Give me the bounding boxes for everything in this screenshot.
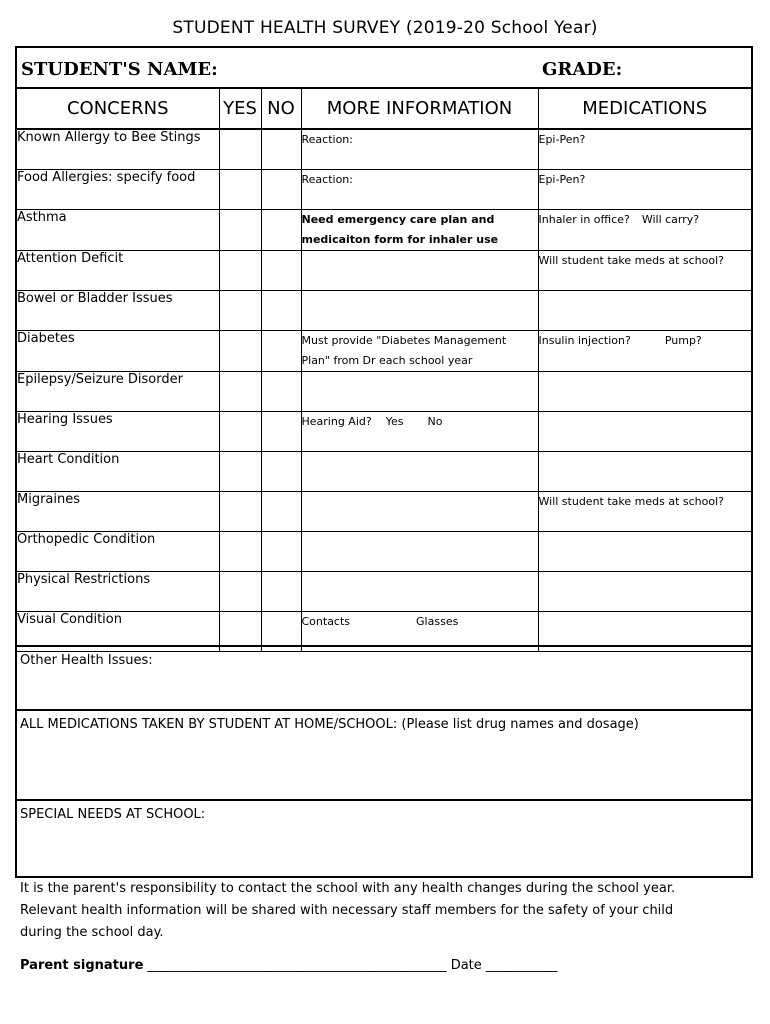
pump-text: Pump? (664, 334, 702, 347)
footer-line: during the school day. (20, 925, 164, 940)
more-info-cell[interactable] (301, 251, 538, 291)
concern-label: Migraines (17, 492, 219, 532)
table-row (17, 372, 751, 412)
medications-cell[interactable] (538, 532, 751, 572)
health-survey-form (15, 46, 753, 878)
medications-cell[interactable]: Will student take meds at school? (538, 251, 751, 291)
yes-checkbox-cell[interactable] (219, 129, 261, 170)
yes-checkbox-cell[interactable] (219, 372, 261, 412)
parent-signature-line[interactable]: ______________________________________________ (147, 958, 447, 973)
table-row (17, 492, 751, 532)
more-info-cell[interactable] (301, 412, 538, 452)
table-row (17, 331, 751, 372)
table-row (17, 170, 751, 210)
concern-label: Diabetes (17, 331, 219, 372)
no-checkbox-cell[interactable] (261, 251, 301, 291)
medications-cell[interactable] (538, 372, 751, 412)
all-medications-field[interactable] (17, 709, 751, 799)
no-checkbox-cell[interactable] (261, 452, 301, 492)
hearing-aid-no[interactable]: No (427, 415, 443, 428)
name-grade-row (17, 48, 751, 89)
medications-cell[interactable] (538, 331, 751, 372)
yes-checkbox-cell[interactable] (219, 572, 261, 612)
header-no: NO (261, 89, 301, 129)
more-info-cell[interactable] (301, 532, 538, 572)
yes-checkbox-cell[interactable] (219, 210, 261, 251)
table-row (17, 291, 751, 331)
contacts-text[interactable]: Contacts (301, 615, 351, 628)
table-row (17, 251, 751, 291)
concern-label: Known Allergy to Bee Stings (17, 129, 219, 170)
concern-label: Hearing Issues (17, 412, 219, 452)
medications-cell[interactable]: Epi-Pen? (538, 170, 751, 210)
yes-checkbox-cell[interactable] (219, 291, 261, 331)
medications-cell[interactable]: Epi-Pen? (538, 129, 751, 170)
medications-cell[interactable] (538, 291, 751, 331)
student-name-label: STUDENT'S NAME: (21, 59, 218, 80)
table-row (17, 412, 751, 452)
inhaler-in-office-text: Inhaler in office? (538, 213, 630, 226)
no-checkbox-cell[interactable] (261, 291, 301, 331)
yes-checkbox-cell[interactable] (219, 532, 261, 572)
medications-cell[interactable]: Will student take meds at school? (538, 492, 751, 532)
medications-cell[interactable] (538, 210, 751, 251)
parent-signature-label: Parent signature (20, 958, 144, 973)
page-title: STUDENT HEALTH SURVEY (2019-20 School Year) (172, 18, 598, 38)
no-checkbox-cell[interactable] (261, 331, 301, 372)
no-checkbox-cell[interactable] (261, 170, 301, 210)
table-row (17, 572, 751, 612)
concern-label: Heart Condition (17, 452, 219, 492)
yes-checkbox-cell[interactable] (219, 170, 261, 210)
more-info-cell[interactable] (301, 291, 538, 331)
no-checkbox-cell[interactable] (261, 210, 301, 251)
concern-label: Attention Deficit (17, 251, 219, 291)
yes-checkbox-cell[interactable] (219, 492, 261, 532)
yes-checkbox-cell[interactable] (219, 452, 261, 492)
table-row (17, 532, 751, 572)
medications-cell[interactable] (538, 572, 751, 612)
header-yes: YES (219, 89, 261, 129)
concern-label: Asthma (17, 210, 219, 251)
concern-label: Visual Condition (17, 612, 219, 652)
medications-cell[interactable] (538, 452, 751, 492)
more-info-cell[interactable] (301, 492, 538, 532)
no-checkbox-cell[interactable] (261, 572, 301, 612)
no-checkbox-cell[interactable] (261, 372, 301, 412)
yes-checkbox-cell[interactable] (219, 331, 261, 372)
more-info-cell[interactable]: Must provide "Diabetes Management Plan" from Dr each school year (301, 331, 538, 372)
table-row (17, 129, 751, 170)
no-checkbox-cell[interactable] (261, 492, 301, 532)
hearing-aid-text: Hearing Aid? (301, 415, 372, 428)
glasses-text[interactable]: Glasses (416, 615, 459, 628)
header-concerns: CONCERNS (17, 89, 219, 129)
special-needs-field[interactable] (17, 799, 751, 878)
other-health-issues-label: Other Health Issues: (20, 653, 153, 668)
no-checkbox-cell[interactable] (261, 129, 301, 170)
other-health-issues-field[interactable] (17, 645, 751, 709)
no-checkbox-cell[interactable] (261, 532, 301, 572)
concerns-table (17, 89, 751, 652)
concern-label: Bowel or Bladder Issues (17, 291, 219, 331)
footer-line: It is the parent's responsibility to contact the school with any health changes during the school year. (20, 881, 676, 896)
table-header-row (17, 89, 751, 129)
header-medications: MEDICATIONS (538, 89, 751, 129)
yes-checkbox-cell[interactable] (219, 412, 261, 452)
no-checkbox-cell[interactable] (261, 412, 301, 452)
medications-cell[interactable] (538, 412, 751, 452)
date-label: Date (450, 958, 482, 973)
table-row (17, 452, 751, 492)
hearing-aid-yes[interactable]: Yes (385, 415, 404, 428)
more-info-cell[interactable] (301, 372, 538, 412)
header-more-information: MORE INFORMATION (301, 89, 538, 129)
concern-label: Orthopedic Condition (17, 532, 219, 572)
concern-label: Food Allergies: specify food (17, 170, 219, 210)
more-info-cell[interactable] (301, 572, 538, 612)
table-row (17, 210, 751, 251)
all-medications-label: ALL MEDICATIONS TAKEN BY STUDENT AT HOME/SCHOOL: (Please list drug names and dosage) (20, 717, 639, 732)
will-carry-text: Will carry? (641, 213, 700, 226)
grade-label: GRADE: (542, 59, 623, 80)
yes-checkbox-cell[interactable] (219, 251, 261, 291)
special-needs-label: SPECIAL NEEDS AT SCHOOL: (20, 807, 206, 822)
concern-label: Epilepsy/Seizure Disorder (17, 372, 219, 412)
date-line[interactable]: ___________ (485, 958, 558, 973)
insulin-injection-text: Insulin injection? (538, 334, 631, 347)
footer-notice (20, 878, 750, 944)
signature-row (20, 958, 557, 973)
more-info-cell[interactable] (301, 452, 538, 492)
concern-label: Physical Restrictions (17, 572, 219, 612)
more-info-cell[interactable]: Need emergency care plan and medicaiton form for inhaler use (301, 210, 538, 251)
footer-line: Relevant health information will be shared with necessary staff members for the safety of your child (20, 903, 674, 918)
more-info-cell[interactable]: Reaction: (301, 129, 538, 170)
more-info-cell[interactable]: Reaction: (301, 170, 538, 210)
